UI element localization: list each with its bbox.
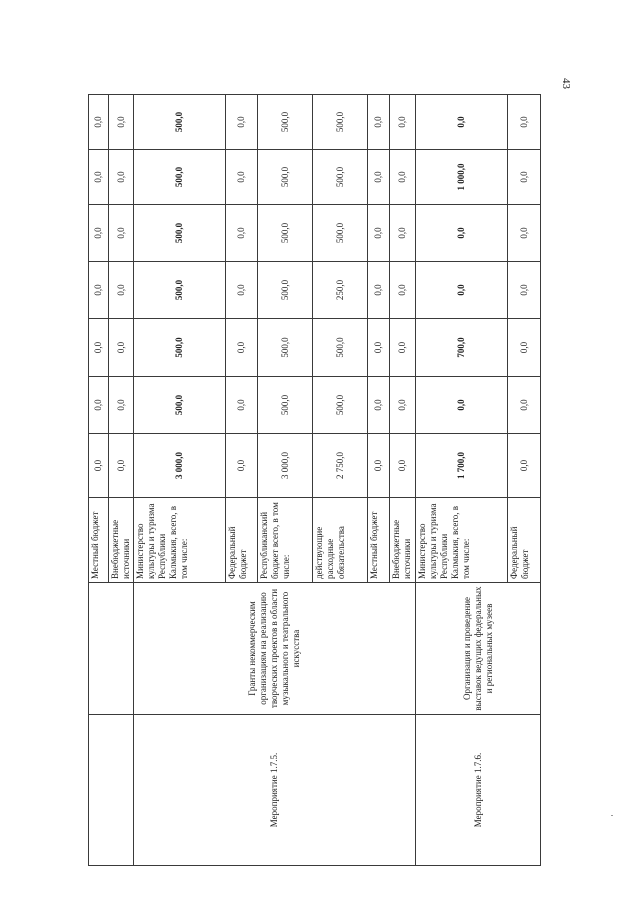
value-cell: 0,0 (390, 434, 416, 498)
row-label: Министерство культуры и туризма Республики Калмыкия, всего, в том числе: (134, 498, 226, 583)
value-cell: 500,0 (313, 377, 368, 434)
value-cell: 0,0 (109, 150, 134, 205)
value-cell: 1 700,0 (416, 434, 508, 498)
row-label: Министерство культуры и туризма Республики Калмыкия, всего, в том числе: (416, 498, 508, 583)
table-row (89, 95, 109, 866)
value-cell: 250,0 (313, 262, 368, 319)
page-number: 43 (560, 78, 572, 89)
value-cell: 700,0 (416, 319, 508, 377)
value-cell: 0,0 (89, 434, 109, 498)
value-cell: 0,0 (89, 262, 109, 319)
value-cell: 0,0 (226, 95, 258, 150)
value-cell: 0,0 (109, 434, 134, 498)
scan-mark (611, 815, 613, 816)
value-cell: 500,0 (258, 377, 313, 434)
measure-name: Организация и проведение выставок ведущих федеральных и региональных музеев (416, 583, 541, 715)
value-cell: 500,0 (258, 95, 313, 150)
value-cell: 500,0 (313, 319, 368, 377)
value-cell: 0,0 (508, 95, 541, 150)
empty-cell (89, 715, 134, 866)
value-cell: 0,0 (89, 150, 109, 205)
value-cell: 500,0 (313, 150, 368, 205)
value-cell: 3 000,0 (258, 434, 313, 498)
value-cell: 500,0 (134, 205, 226, 262)
value-cell: 0,0 (390, 319, 416, 377)
value-cell: 0,0 (368, 150, 390, 205)
value-cell: 0,0 (109, 205, 134, 262)
measure-number: Мероприятие 1.7.5. (134, 715, 416, 866)
measure-number: Мероприятие 1.7.6. (416, 715, 541, 866)
value-cell: 500,0 (258, 262, 313, 319)
value-cell: 500,0 (258, 150, 313, 205)
value-cell: 0,0 (416, 377, 508, 434)
value-cell: 0,0 (109, 377, 134, 434)
value-cell: 0,0 (508, 205, 541, 262)
value-cell: 0,0 (226, 434, 258, 498)
value-cell: 0,0 (89, 319, 109, 377)
value-cell: 0,0 (89, 95, 109, 150)
value-cell: 2 750,0 (313, 434, 368, 498)
value-cell: 500,0 (134, 319, 226, 377)
table-row (134, 95, 226, 866)
value-cell: 500,0 (134, 377, 226, 434)
budget-table (88, 94, 541, 866)
value-cell: 0,0 (368, 319, 390, 377)
value-cell: 0,0 (226, 150, 258, 205)
table-row (416, 95, 508, 866)
value-cell: 500,0 (313, 205, 368, 262)
value-cell: 0,0 (390, 205, 416, 262)
value-cell: 0,0 (368, 434, 390, 498)
row-label: действующие расходные обязательства (313, 498, 368, 583)
value-cell: 0,0 (508, 377, 541, 434)
row-label: Внебюджетные источники (390, 498, 416, 583)
value-cell: 0,0 (368, 205, 390, 262)
value-cell: 0,0 (109, 319, 134, 377)
value-cell: 0,0 (226, 319, 258, 377)
row-label: Федеральный бюджет (226, 498, 258, 583)
row-label: Федеральный бюджет (508, 498, 541, 583)
value-cell: 0,0 (508, 150, 541, 205)
value-cell: 0,0 (508, 434, 541, 498)
value-cell: 0,0 (109, 262, 134, 319)
empty-cell (89, 583, 134, 715)
value-cell: 0,0 (226, 262, 258, 319)
measure-name: Гранты некоммерческим организациям на реализацию творческих проектов в области музыкального и театрального искусства (134, 583, 416, 715)
value-cell: 0,0 (368, 262, 390, 319)
row-label: Республиканский бюджет всего, в том числе: (258, 498, 313, 583)
value-cell: 0,0 (508, 262, 541, 319)
value-cell: 500,0 (134, 150, 226, 205)
budget-table-rotated (88, 95, 540, 866)
value-cell: 500,0 (134, 262, 226, 319)
value-cell: 500,0 (134, 95, 226, 150)
value-cell: 500,0 (258, 205, 313, 262)
value-cell: 0,0 (416, 205, 508, 262)
value-cell: 0,0 (89, 377, 109, 434)
row-label: Внебюджетные источники (109, 498, 134, 583)
value-cell: 0,0 (416, 262, 508, 319)
value-cell: 0,0 (390, 150, 416, 205)
value-cell: 500,0 (313, 95, 368, 150)
value-cell: 0,0 (109, 95, 134, 150)
row-label: Местный бюджет (368, 498, 390, 583)
value-cell: 0,0 (390, 262, 416, 319)
value-cell: 0,0 (89, 205, 109, 262)
row-label: Местный бюджет (89, 498, 109, 583)
value-cell: 0,0 (390, 95, 416, 150)
value-cell: 0,0 (416, 95, 508, 150)
value-cell: 1 000,0 (416, 150, 508, 205)
value-cell: 0,0 (368, 377, 390, 434)
value-cell: 0,0 (226, 205, 258, 262)
value-cell: 0,0 (508, 319, 541, 377)
value-cell: 0,0 (368, 95, 390, 150)
value-cell: 500,0 (258, 319, 313, 377)
value-cell: 0,0 (390, 377, 416, 434)
value-cell: 3 000,0 (134, 434, 226, 498)
value-cell: 0,0 (226, 377, 258, 434)
